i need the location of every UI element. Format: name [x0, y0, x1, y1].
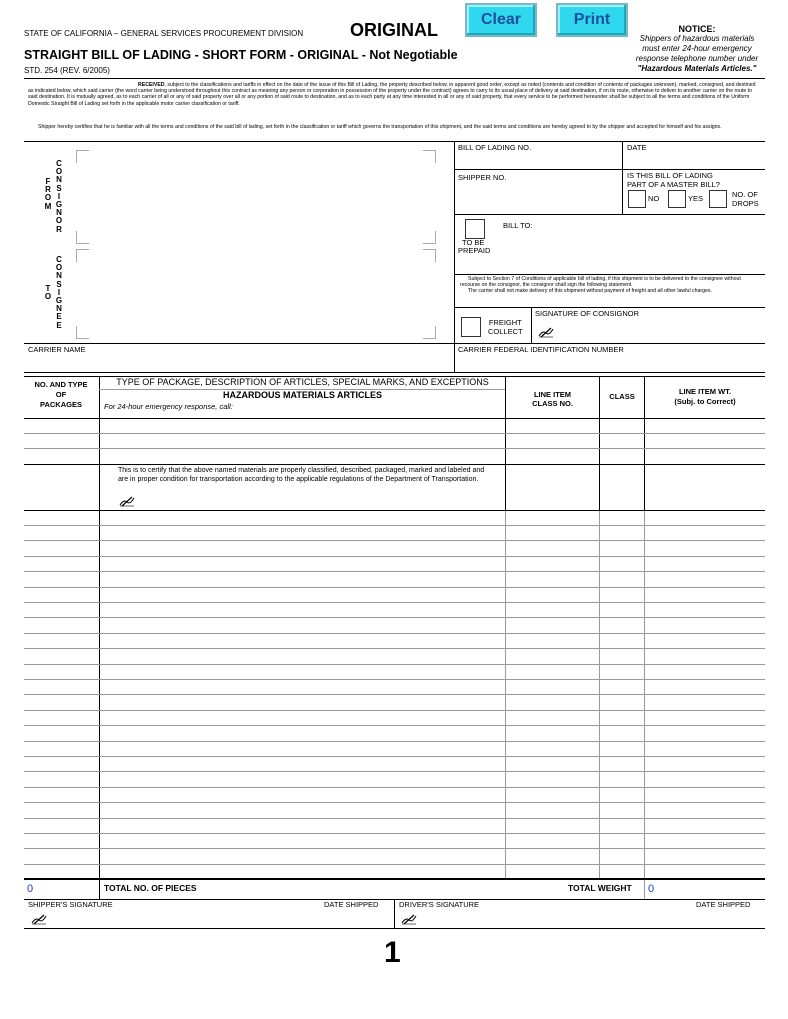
master-bill-question: IS THIS BILL OF LADING PART OF A MASTER BILL?: [627, 171, 720, 189]
table-row-line: [24, 710, 765, 711]
date-shipped-label: DATE SHIPPED: [324, 900, 379, 909]
consignee-label: C O N S I G N E E: [55, 255, 63, 330]
signature-pen-icon[interactable]: [401, 913, 417, 925]
shipper-certification: Shipper hereby certifies that he is familiar with all the terms and conditions of the said bill of lading, set forth in the classification or tariff which governs the transportation of this shipment, and the said terms and conditions are hereby agreed to by the shipper and accepted for himself and his assigns.: [38, 124, 722, 130]
print-button[interactable]: Print: [556, 3, 628, 37]
section7-text: Subject to Section 7 of Conditions of applicable bill of lading, if this shipment is to be delivered to the consignee without recourse on the consignor, the consignor shall sign the following statement. The carrier shall not make delivery of this shipment without payment of freight and all other lawful charges.: [460, 276, 741, 295]
agency-name: STATE OF CALIFORNIA – GENERAL SERVICES PROCUREMENT DIVISION: [24, 29, 304, 38]
total-pieces-value[interactable]: 0: [27, 883, 34, 895]
bol-number-label: BILL OF LADING NO.: [458, 143, 532, 152]
to-label: T O: [44, 284, 52, 302]
table-row-line: [24, 540, 765, 541]
table-row-line: [24, 848, 765, 849]
bill-to-label: BILL TO:: [503, 221, 533, 230]
from-label: F R O M: [44, 177, 52, 211]
master-bill-no-checkbox[interactable]: [628, 190, 646, 208]
table-row-line: [24, 664, 765, 665]
received-terms: RECEIVED, subject to the classifications and tariffs in effect on the date of the issue of this Bill of Lading, the property described below, in apparent good order, except as noted (contents and condition of contents of packages unknown), marked, consigned, and destined as indicated below, which said carrier (the word carrier being understood throughout this contract as meaning any person or corporation in possession of the property under the contract) agrees to carry to its usual place of delivery at said destination, if on its route, otherwise to deliver to another carrier on the route to said destination. It is mutually agreed, as to each carrier of all or any of said property over all or any portion of said route to destination, and as to each party at any time interested in all or any of said property, that every service to be performed hereunder shall be subject to all the terms and conditions of the Uniform Domestic Straight Bill of Lading set forth in the applicable motor carrier classification or tariff.: [28, 82, 756, 107]
table-row-line: [24, 725, 765, 726]
hazardous-header: HAZARDOUS MATERIALS ARTICLES: [223, 390, 382, 400]
date-label: DATE: [627, 143, 647, 152]
form-title: STRAIGHT BILL OF LADING - SHORT FORM - ORIGINAL - Not Negotiable: [24, 48, 458, 62]
shipper-number-label: SHIPPER NO.: [458, 173, 507, 182]
consignor-label: C O N S I G N O R: [55, 159, 63, 234]
table-row-line: [24, 787, 765, 788]
form-number: STD. 254 (REV. 6/2005): [24, 66, 110, 75]
packages-column-header: NO. AND TYPE OF PACKAGES: [34, 380, 88, 409]
total-weight-value[interactable]: 0: [648, 883, 655, 895]
original-label: ORIGINAL: [350, 20, 438, 40]
consignee-address-field[interactable]: [76, 249, 436, 339]
carrier-name-label: CARRIER NAME: [28, 345, 86, 354]
signature-pen-icon[interactable]: [538, 326, 554, 338]
table-row-line: [24, 802, 765, 803]
notice-box: [632, 24, 762, 74]
table-row-line: [24, 556, 765, 557]
notice-heading: NOTICE:: [678, 24, 716, 34]
table-row-line: [24, 525, 765, 526]
class-no-column-header: LINE ITEM CLASS NO.: [532, 390, 573, 408]
freight-collect-label: FREIGHT COLLECT: [488, 318, 523, 336]
table-row-line: [24, 617, 765, 618]
master-bill-yes-checkbox[interactable]: [668, 190, 686, 208]
total-weight-label: TOTAL WEIGHT: [568, 883, 632, 893]
notice-line-3: response telephone number under: [635, 54, 759, 63]
description-column-header: TYPE OF PACKAGE, DESCRIPTION OF ARTICLES, SPECIAL MARKS, AND EXCEPTIONS: [116, 377, 489, 387]
table-row-line: [24, 648, 765, 649]
table-row-line: [24, 679, 765, 680]
signature-pen-icon[interactable]: [119, 495, 135, 507]
table-row-line: [24, 741, 765, 742]
clear-button[interactable]: Clear: [465, 3, 537, 37]
class-column-header: CLASS: [609, 392, 635, 401]
consignor-address-field[interactable]: [76, 150, 436, 244]
yes-label: YES: [688, 194, 704, 203]
weight-column-header: LINE ITEM WT. (Subj. to Correct): [674, 387, 736, 406]
no-of-drops-field[interactable]: [709, 190, 727, 208]
total-pieces-label: TOTAL NO. OF PIECES: [104, 883, 197, 893]
copy-number: 1: [384, 936, 401, 969]
certification-text: This is to certify that the above named materials are properly classified, described, packaged, marked and labeled and are in proper condition for transportation according to the applicable regulations of the Department of Transportation.: [118, 467, 485, 483]
table-row-line: [24, 771, 765, 772]
no-label: NO: [648, 194, 660, 203]
table-row-line: [24, 833, 765, 834]
table-row-line: [24, 694, 765, 695]
emergency-response-label: For 24-hour emergency response, call:: [104, 402, 233, 411]
table-row-line: [24, 864, 765, 865]
table-row-line: [24, 571, 765, 572]
date-shipped-label-2: DATE SHIPPED: [696, 900, 751, 909]
shipper-signature-label: SHIPPER'S SIGNATURE: [28, 900, 113, 909]
consignor-signature-label: SIGNATURE OF CONSIGNOR: [535, 309, 640, 318]
table-row-line: [24, 633, 765, 634]
notice-line-4: "Hazardous Materials Articles.": [637, 64, 757, 73]
notice-line-1: Shippers of hazardous materials: [639, 34, 755, 43]
table-row-line: [24, 602, 765, 603]
notice-line-2: must enter 24-hour emergency: [642, 44, 752, 53]
to-be-prepaid-label: TO BE PREPAID: [458, 238, 491, 255]
table-row-line: [24, 818, 765, 819]
table-row-line: [24, 756, 765, 757]
signature-pen-icon[interactable]: [31, 913, 47, 925]
driver-signature-label: DRIVER'S SIGNATURE: [399, 900, 480, 909]
prepaid-checkbox[interactable]: [465, 219, 485, 239]
carrier-fed-id-label: CARRIER FEDERAL IDENTIFICATION NUMBER: [458, 345, 624, 354]
no-of-drops-label: NO. OF DROPS: [732, 190, 759, 208]
freight-collect-checkbox[interactable]: [461, 317, 481, 337]
table-row-line: [24, 587, 765, 588]
